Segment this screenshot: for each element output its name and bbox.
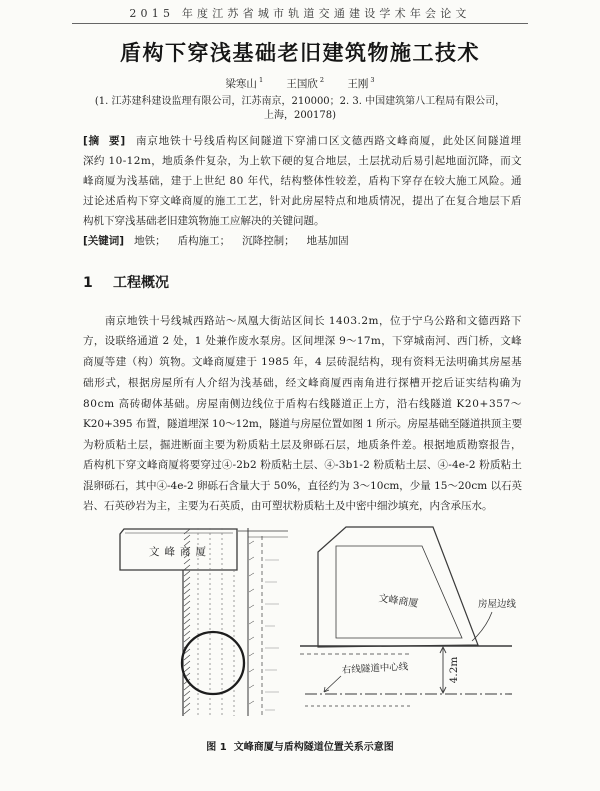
body-line bbox=[83, 396, 522, 412]
section-heading bbox=[83, 274, 169, 292]
body-text: K20+395 布置，隧道埋深 10～12m，隧道与房屋位置如图 1 所示。房屋基础至隧道拱顶主要 bbox=[83, 418, 522, 430]
abstract-label: [摘 要] bbox=[83, 135, 127, 147]
keyword: 地铁； bbox=[134, 235, 166, 247]
abstract-text: 构机下穿浅基础老旧建筑物施工应解决的关键问题。 bbox=[83, 215, 325, 227]
body-text: 盾构机下穿文峰商厦将要穿过④-2b2 粉质粘土层、④-3b1-2 粉质粘土层、④-4e-2 粉质粘土 bbox=[83, 459, 522, 471]
author-affiliation-mark: 2 bbox=[319, 76, 325, 84]
tunnel-section-circle bbox=[182, 632, 244, 694]
body-line bbox=[83, 478, 522, 494]
body-line bbox=[83, 375, 522, 391]
abstract-line bbox=[83, 213, 522, 229]
body-text: 混卵砾石，其中④-4e-2 卵砾石含量大于 50%，直径约为 3～10cm，少量 15～20cm 以石英 bbox=[83, 480, 522, 492]
figure-1-caption: 图 1 文峰商厦与盾构隧道位置关系示意图 bbox=[206, 742, 394, 753]
body-line bbox=[83, 437, 522, 453]
abstract-line bbox=[83, 133, 522, 149]
author bbox=[225, 76, 263, 91]
building-inner-outline-right bbox=[336, 546, 462, 638]
body-text: 方，设联络通道 2 处，1 处兼作废水泵房。区间埋深 9～17m，下穿城南河、西门桥，文峰 bbox=[83, 335, 522, 347]
body-text: 为粉质粘土层，掘进断面主要为粉质粘土层及卵砾石层，地质条件差。根据地质勘察报告， bbox=[83, 439, 522, 451]
author-name: 王刚 bbox=[347, 78, 369, 90]
abstract-text: 南京地铁十号线盾构区间隧道下穿浦口区文德西路文峰商厦，此处区间隧道埋 bbox=[136, 135, 522, 147]
author-affiliation-mark: 3 bbox=[370, 76, 375, 84]
author-name: 梁寒山 bbox=[225, 78, 257, 90]
affiliation-line-2: 上海，200178) bbox=[263, 110, 337, 121]
body-line bbox=[83, 333, 522, 349]
keywords-line bbox=[83, 233, 522, 249]
abstract-line bbox=[83, 173, 522, 189]
keyword: 沉降控制； bbox=[242, 235, 295, 247]
keywords-label: [关键词] bbox=[83, 235, 125, 247]
building-outline-right bbox=[318, 527, 478, 647]
keyword: 地基加固 bbox=[306, 235, 349, 247]
figure-1-diagram bbox=[110, 520, 520, 720]
dimension-label: 4.2m bbox=[448, 656, 460, 684]
abstract-text: 峰商厦为浅基础，建于上世纪 80 年代，结构整体性较差，盾构下穿存在较大施工风险。通 bbox=[83, 175, 522, 187]
figure-1-left-plan bbox=[120, 528, 288, 716]
author-name: 王国欣 bbox=[286, 78, 318, 90]
keyword: 盾构施工； bbox=[177, 235, 231, 247]
tunnel-centerline-label: 右线隧道中心线 bbox=[341, 661, 409, 676]
abstract-line-content bbox=[83, 133, 522, 149]
body-text: 80cm 高砖砌体基础。房屋南侧边线位于盾构右线隧道正上方，沿右线隧道 K20+357～ bbox=[83, 398, 522, 410]
body-line bbox=[83, 416, 522, 432]
body-line bbox=[83, 498, 522, 514]
abstract-text: 过论述盾构下穿文峰商厦的施工工艺，针对此房屋特点和地质情况，提出了在复合地层下盾 bbox=[83, 195, 522, 207]
header-rule bbox=[72, 23, 528, 24]
body-line bbox=[105, 313, 522, 329]
building-label-left: 文峰商厦 bbox=[149, 546, 211, 558]
author-list bbox=[0, 76, 600, 91]
paper-title: 盾构下穿浅基础老旧建筑物施工技术 bbox=[120, 41, 480, 65]
running-header: 2015 年度江苏省城市轨道交通建设学术年会论文 bbox=[129, 7, 471, 20]
figure-1-right-plan bbox=[300, 527, 517, 706]
body-text: 南京地铁十号线城西路站～凤凰大街站区间长 1403.2m，位于宁乌公路和文德西路下 bbox=[105, 315, 522, 327]
body-text: 础形式，根据房屋所有人介绍为浅基础，经文峰商厦西南角进行探槽开挖后证实结构确为 bbox=[83, 377, 522, 389]
body-text: 岩、石英砂岩为主，主要为石英质，由可塑状粉质粘土及中密中细沙填充，内含承压水。 bbox=[83, 500, 493, 512]
abstract-line bbox=[83, 153, 522, 169]
tunnel-centerline-leader bbox=[324, 676, 341, 692]
annotation-ticks bbox=[265, 560, 279, 710]
body-line bbox=[83, 354, 522, 370]
author bbox=[347, 76, 374, 91]
section-number: 1 bbox=[83, 275, 93, 291]
body-line bbox=[83, 457, 522, 473]
affiliation-line-1: (1. 江苏建科建设监理有限公司，江苏南京，210000；2. 3. 中国建筑第八工程局有限公司， bbox=[94, 96, 506, 107]
house-edge-label: 房屋边线 bbox=[478, 599, 517, 610]
keywords-content bbox=[83, 233, 349, 249]
right-hatch-marks bbox=[249, 541, 254, 704]
body-text: 商厦等建（构）筑物。文峰商厦建于 1985 年，4 层砖混结构，现有资料无法明确其房屋基 bbox=[83, 356, 522, 368]
abstract-line bbox=[83, 193, 522, 209]
author-affiliation-mark: 1 bbox=[258, 76, 264, 84]
abstract-text: 深约 10-12m，地质条件复杂，为上软下硬的复合地层，土层扰动后易引起地面沉降，而文 bbox=[83, 155, 522, 167]
author bbox=[286, 76, 324, 91]
section-title: 工程概况 bbox=[113, 275, 169, 291]
building-label-right: 文峰商厦 bbox=[377, 593, 419, 610]
